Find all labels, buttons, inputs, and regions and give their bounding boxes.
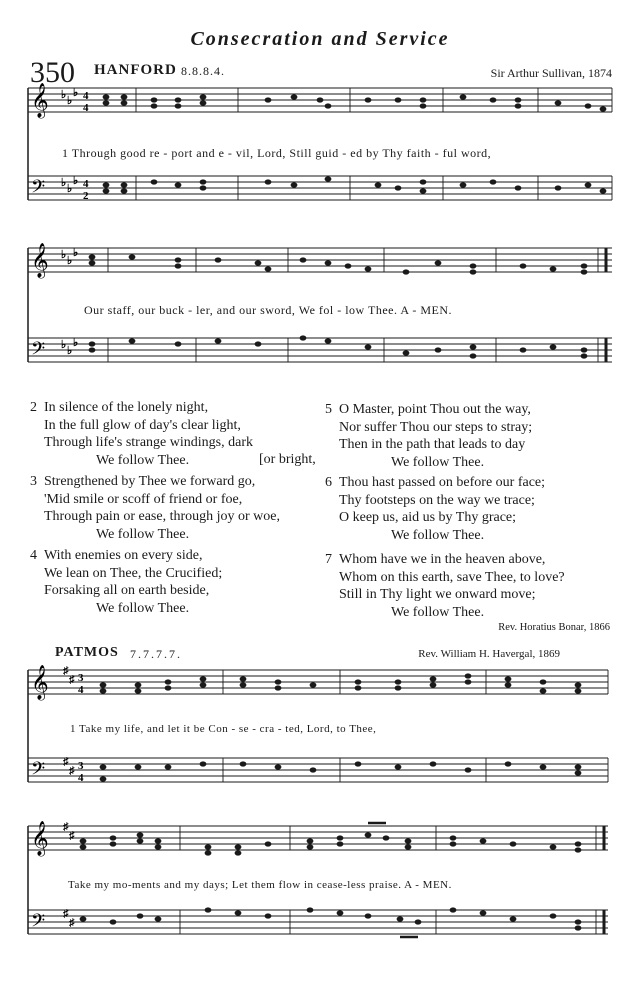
svg-text:4: 4 xyxy=(83,178,89,190)
svg-text:♭: ♭ xyxy=(61,249,67,261)
svg-text:4: 4 xyxy=(83,102,89,114)
verse-line: Through life's strange windings, dark xyxy=(44,435,253,450)
svg-text:♭: ♭ xyxy=(67,345,73,357)
svg-text:♯: ♯ xyxy=(69,917,75,929)
verse-6 xyxy=(325,474,546,544)
patmos-lyrics-1: 1 Take my life, and let it be Con - se - cra - ted, Lord, to Thee, xyxy=(70,723,377,735)
svg-text:4: 4 xyxy=(78,684,84,696)
svg-text:♯: ♯ xyxy=(69,765,75,777)
verse-refrain: We follow Thee. xyxy=(391,604,485,620)
verse-7 xyxy=(325,551,565,621)
svg-text:2: 2 xyxy=(83,190,89,202)
verse-number: 6 xyxy=(325,475,332,490)
verse-line: We lean on Thee, the Crucified; xyxy=(44,565,223,581)
verse-line: With enemies on every side, xyxy=(44,548,203,563)
verse-4 xyxy=(30,547,223,617)
composer: Sir Arthur Sullivan, 1874 xyxy=(490,66,612,80)
svg-text:♭: ♭ xyxy=(73,87,79,99)
verse-line: Nor suffer Thou our steps to stray; xyxy=(339,419,533,435)
svg-text:♭: ♭ xyxy=(61,339,67,351)
svg-text:♯: ♯ xyxy=(63,821,69,833)
patmos-lyrics-2: Take my mo-ments and my days; Let them flow in cease-less praise. A - MEN. xyxy=(68,879,452,891)
svg-text:♭: ♭ xyxy=(67,95,73,107)
svg-text:♭: ♭ xyxy=(67,255,73,267)
svg-text:♭: ♭ xyxy=(73,175,79,187)
meter: 8.8.8.4. xyxy=(181,64,225,78)
svg-text:♯: ♯ xyxy=(63,756,69,768)
svg-text:4: 4 xyxy=(78,772,84,784)
svg-text:𝄢: 𝄢 xyxy=(31,911,46,936)
svg-text:3: 3 xyxy=(78,672,84,684)
svg-text:♭: ♭ xyxy=(73,247,79,259)
verse-refrain: We follow Thee. xyxy=(391,454,485,470)
verse-refrain: We follow Thee. xyxy=(96,452,190,468)
svg-text:𝄞: 𝄞 xyxy=(31,665,49,700)
svg-text:♭: ♭ xyxy=(61,89,67,101)
hymn-number: 350 xyxy=(30,56,75,89)
verse-line: 'Mid smile or scoff of friend or foe, xyxy=(44,491,243,507)
verse-line: In the full glow of day's clear light, xyxy=(44,417,241,433)
svg-text:𝄞: 𝄞 xyxy=(31,821,49,856)
verse-line: Through pain or ease, through joy or woe, xyxy=(44,509,280,524)
verse-number: 2 xyxy=(30,400,37,415)
svg-text:♭: ♭ xyxy=(61,177,67,189)
verse-5 xyxy=(325,401,533,471)
verse-continuation: [or bright, xyxy=(259,452,316,467)
svg-text:𝄞: 𝄞 xyxy=(31,243,49,278)
verse-2 xyxy=(30,399,316,469)
verse-line: O keep us, aid us by Thy grace; xyxy=(339,510,517,525)
composer-2: Rev. William H. Havergal, 1869 xyxy=(418,648,560,660)
svg-text:♯: ♯ xyxy=(69,830,75,842)
verse-line: Whom on this earth, save Thee, to love? xyxy=(339,569,565,585)
verse-number: 7 xyxy=(325,552,332,567)
verse-line: In silence of the lonely night, xyxy=(44,400,209,415)
verse-refrain: We follow Thee. xyxy=(96,526,190,542)
tune-name-2: PATMOS xyxy=(55,645,119,660)
svg-text:𝄞: 𝄞 xyxy=(31,83,49,118)
verse-3 xyxy=(30,473,280,543)
verse-refrain: We follow Thee. xyxy=(96,600,190,616)
svg-text:4: 4 xyxy=(83,90,89,102)
author-attribution: Rev. Horatius Bonar, 1866 xyxy=(498,622,610,633)
verse-line: O Master, point Thou out the way, xyxy=(339,402,531,417)
verse-line: Still in Thy light we onward move; xyxy=(339,587,536,602)
svg-text:𝄢: 𝄢 xyxy=(31,759,46,784)
verse-number: 5 xyxy=(325,402,332,417)
tune-name: HANFORD xyxy=(94,62,177,78)
verse-refrain: We follow Thee. xyxy=(391,527,485,543)
svg-text:♭: ♭ xyxy=(73,337,79,349)
verse-line: Thou hast passed on before our face; xyxy=(339,475,546,490)
verse-line: Strengthened by Thee we forward go, xyxy=(44,474,256,489)
verse-line: Thy footsteps on the way we trace; xyxy=(339,492,535,508)
svg-text:♯: ♯ xyxy=(63,665,69,677)
svg-text:♭: ♭ xyxy=(67,183,73,195)
verse-line: Then in the path that leads to day xyxy=(339,437,526,452)
svg-text:𝄢: 𝄢 xyxy=(31,177,46,202)
svg-text:♯: ♯ xyxy=(63,908,69,920)
verse-number: 4 xyxy=(30,548,37,563)
verse-line: Forsaking all on earth beside, xyxy=(44,583,210,598)
verse-number: 3 xyxy=(30,474,37,489)
verse-line: Whom have we in the heaven above, xyxy=(339,552,546,567)
section-title: Consecration and Service xyxy=(190,28,450,50)
hanford-lyrics-2: Our staff, our buck - ler, and our sword, We fol - low Thee. A - MEN. xyxy=(84,303,452,317)
hanford-lyrics-1: 1 Through good re - port and e - vil, Lord, Still guid - ed by Thy faith - ful word, xyxy=(62,146,492,160)
svg-text:𝄢: 𝄢 xyxy=(31,339,46,364)
meter-2: 7.7.7.7. xyxy=(130,647,182,661)
svg-text:3: 3 xyxy=(78,760,84,772)
svg-text:♯: ♯ xyxy=(69,674,75,686)
